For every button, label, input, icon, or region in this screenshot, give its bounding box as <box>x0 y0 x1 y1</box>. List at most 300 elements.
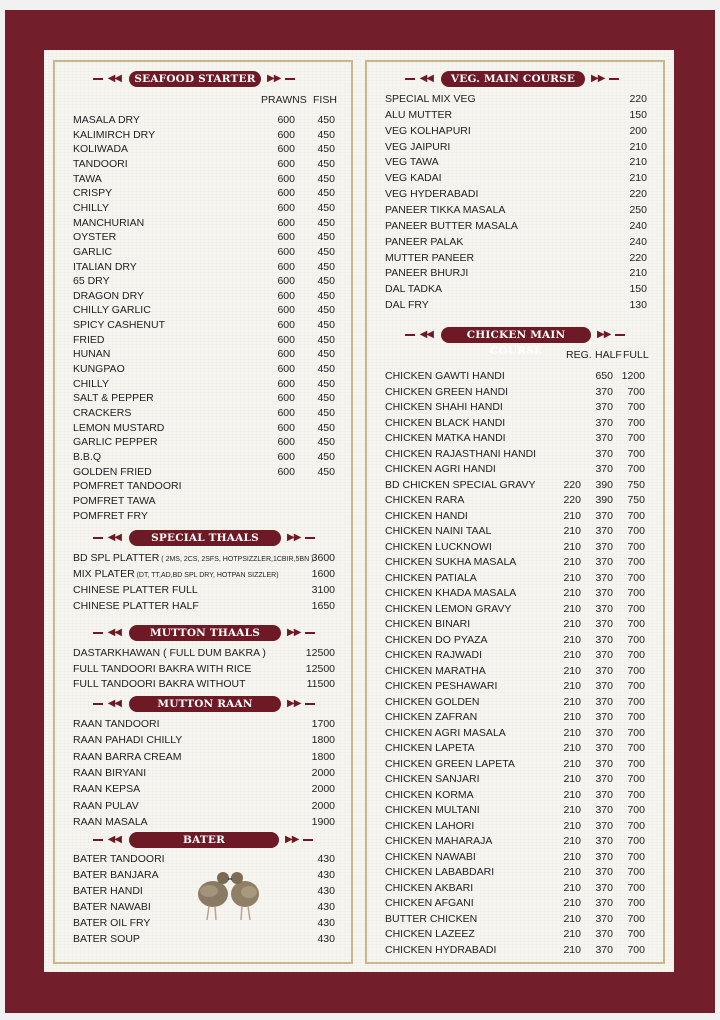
seafood-row <box>73 142 345 156</box>
item-price: 370 <box>595 540 613 553</box>
item-price: 210 <box>563 850 581 863</box>
seafood-row <box>73 377 345 391</box>
item-name: CHICKEN PATIALA <box>385 571 477 584</box>
item-name: CHICKEN KORMA <box>385 788 474 801</box>
item-price: 370 <box>595 757 613 770</box>
item-price: 240 <box>629 219 647 232</box>
veg-row <box>385 155 657 169</box>
item-name: SPECIAL MIX VEG <box>385 93 476 105</box>
item-name: DASTARKHAWAN ( FULL DUM BAKRA ) <box>73 647 266 659</box>
item-price: 450 <box>317 348 335 361</box>
item-name: CHILLY <box>73 377 109 390</box>
chicken-row <box>385 695 657 709</box>
veg-row <box>385 282 657 296</box>
item-price: 700 <box>627 618 645 630</box>
item-price: 220 <box>629 188 647 201</box>
item-price: 700 <box>627 664 645 677</box>
seafood-row <box>73 333 345 347</box>
item-price: 370 <box>595 897 613 909</box>
ornament-right-icon: ▶▶ <box>267 73 295 85</box>
item-price: 600 <box>277 436 295 449</box>
item-name: POMFRET TAWA <box>73 494 156 507</box>
item-price: 1200 <box>621 370 645 382</box>
item-name: CHICKEN LABABDARI <box>385 866 495 878</box>
item-name: CHICKEN LAPETA <box>385 742 475 754</box>
veg-row <box>385 187 657 201</box>
item-name: GARLIC <box>73 245 113 258</box>
item-price: 700 <box>627 726 645 739</box>
item-name: CHILLY GARLIC <box>73 304 151 317</box>
item-price: 390 <box>595 494 613 506</box>
item-price: 390 <box>595 478 613 491</box>
item-name: BD CHICKEN SPECIAL GRAVY <box>385 478 536 491</box>
special-thaal-row <box>73 583 345 597</box>
chicken-row <box>385 850 657 864</box>
col-header-fish: FISH <box>313 94 337 106</box>
item-price: 700 <box>627 649 645 661</box>
ornament-left-icon: ◀◀ <box>93 532 121 544</box>
item-price: 2000 <box>311 799 335 812</box>
item-price: 210 <box>629 140 647 153</box>
chicken-row <box>385 369 657 383</box>
item-name: VEG KOLHAPURI <box>385 124 471 137</box>
seafood-row <box>73 274 345 288</box>
item-name: BATER SOUP <box>73 933 140 945</box>
seafood-row <box>73 318 345 332</box>
special-thaal-row <box>73 551 345 565</box>
item-name: CHICKEN SANJARI <box>385 773 480 785</box>
item-price: 600 <box>277 407 295 419</box>
item-price: 370 <box>595 525 613 537</box>
mutton-raan-row <box>73 717 345 731</box>
item-price: 210 <box>563 788 581 801</box>
item-name: MANCHURIAN <box>73 216 145 229</box>
seafood-row <box>73 494 345 508</box>
mutton-thaal-row <box>73 662 345 676</box>
item-price: 600 <box>277 260 295 273</box>
item-name: BATER HANDI <box>73 885 143 897</box>
ornament-left-icon: ◀◀ <box>93 73 121 85</box>
chicken-row <box>385 586 657 600</box>
item-price: 450 <box>317 128 335 141</box>
item-price: 1900 <box>311 815 335 828</box>
item-price: 370 <box>595 618 613 630</box>
item-price: 600 <box>277 333 295 346</box>
item-price: 210 <box>563 633 581 646</box>
chicken-row <box>385 788 657 802</box>
item-price: 430 <box>317 885 335 897</box>
seafood-row <box>73 435 345 449</box>
item-name: RAAN MASALA <box>73 815 148 828</box>
seafood-row <box>73 186 345 200</box>
item-price: 210 <box>563 912 581 925</box>
chicken-row <box>385 462 657 476</box>
chicken-row <box>385 602 657 616</box>
item-price: 700 <box>627 447 645 460</box>
item-price: 700 <box>627 757 645 770</box>
veg-main-course-heading <box>367 71 663 87</box>
item-price: 600 <box>277 289 295 302</box>
item-price: 450 <box>317 465 335 478</box>
mutton-raan-row <box>73 782 345 796</box>
item-name: GOLDEN FRIED <box>73 465 152 478</box>
item-name: CHICKEN MULTANI <box>385 804 480 816</box>
chicken-row <box>385 803 657 817</box>
item-name: CHICKEN LAHORI <box>385 819 475 832</box>
item-name: SALT & PEPPER <box>73 392 154 405</box>
chicken-row <box>385 865 657 879</box>
chicken-row <box>385 400 657 414</box>
item-price: 370 <box>595 401 613 413</box>
item-name: FRIED <box>73 333 105 346</box>
veg-row <box>385 92 657 106</box>
item-name: CRISPY <box>73 187 113 200</box>
chicken-row <box>385 385 657 399</box>
item-name: CHICKEN KHADA MASALA <box>385 587 517 599</box>
item-price: 600 <box>277 377 295 390</box>
chicken-row <box>385 834 657 848</box>
item-price: 450 <box>317 289 335 302</box>
chicken-row <box>385 478 657 492</box>
item-price: 210 <box>629 156 647 169</box>
item-name: CHICKEN NAWABI <box>385 850 476 863</box>
bater-row <box>73 932 345 946</box>
item-price: 450 <box>317 275 335 288</box>
item-price: 600 <box>277 172 295 185</box>
item-price: 220 <box>629 251 647 264</box>
item-price: 450 <box>317 450 335 463</box>
chicken-row <box>385 431 657 445</box>
item-price: 600 <box>277 363 295 376</box>
item-price: 370 <box>595 726 613 739</box>
item-name: CHICKEN GREEN HANDI <box>385 385 509 398</box>
chicken-row <box>385 493 657 507</box>
ornament-left-icon: ◀◀ <box>405 73 433 85</box>
item-price: 700 <box>627 928 645 940</box>
item-name: BATER BANJARA <box>73 869 159 881</box>
item-price: 210 <box>563 664 581 677</box>
item-price: 210 <box>563 602 581 615</box>
item-name: MASALA DRY <box>73 114 140 126</box>
chicken-row <box>385 943 657 957</box>
item-price: 700 <box>627 540 645 553</box>
seafood-row <box>73 289 345 303</box>
mutton-raan-row <box>73 766 345 780</box>
item-price: 370 <box>595 447 613 460</box>
item-price: 450 <box>317 216 335 229</box>
item-price: 370 <box>595 943 613 956</box>
chicken-row <box>385 757 657 771</box>
seafood-row <box>73 347 345 361</box>
veg-row <box>385 219 657 233</box>
veg-row <box>385 235 657 249</box>
item-price: 600 <box>277 128 295 141</box>
item-price: 430 <box>317 853 335 865</box>
item-name: FULL TANDOORI BAKRA WITHOUT <box>73 678 246 690</box>
item-price: 450 <box>317 421 335 434</box>
chicken-row <box>385 648 657 662</box>
item-price: 700 <box>627 711 645 723</box>
item-name: CHICKEN HYDRABADI <box>385 943 497 956</box>
item-name: CHICKEN AFGANI <box>385 897 474 909</box>
item-name: BUTTER CHICKEN <box>385 912 478 925</box>
item-name: CHICKEN BINARI <box>385 618 471 630</box>
col-header-full: FULL <box>623 349 649 361</box>
item-name: KALIMIRCH DRY <box>73 128 156 141</box>
item-name: CHICKEN RARA <box>385 494 465 506</box>
item-name: CHICKEN LUCKNOWI <box>385 540 492 553</box>
item-name: CHICKEN BLACK HANDI <box>385 416 506 429</box>
item-price: 1800 <box>311 734 335 747</box>
item-price: 700 <box>627 602 645 615</box>
item-name: CHICKEN MARATHA <box>385 664 486 677</box>
seafood-row <box>73 230 345 244</box>
item-price: 700 <box>627 943 645 956</box>
item-price: 370 <box>595 571 613 584</box>
chicken-row <box>385 912 657 926</box>
ornament-left-icon: ◀◀ <box>93 627 121 639</box>
item-price: 1700 <box>311 718 335 730</box>
item-name: SPICY CASHENUT <box>73 319 165 332</box>
item-name: DAL FRY <box>385 299 429 312</box>
item-name: 65 DRY <box>73 275 110 288</box>
quail-birds-icon <box>193 864 265 922</box>
item-price: 370 <box>595 788 613 801</box>
item-price: 700 <box>627 401 645 413</box>
item-price: 700 <box>627 633 645 646</box>
item-price: 370 <box>595 385 613 398</box>
item-name: MIX PLATER (DT, TT,AD,BD SPL DRY, HOTPAN SIZZLER) <box>73 568 279 580</box>
item-name: CHICKEN GREEN LAPETA <box>385 757 515 770</box>
item-name: OYSTER <box>73 231 117 244</box>
item-price: 370 <box>595 695 613 708</box>
seafood-row <box>73 406 345 420</box>
veg-row <box>385 171 657 185</box>
item-price: 600 <box>277 245 295 258</box>
item-price: 370 <box>595 850 613 863</box>
chicken-row <box>385 571 657 585</box>
item-price: 600 <box>277 348 295 361</box>
chicken-row <box>385 772 657 786</box>
item-name: TAWA <box>73 172 102 185</box>
item-price: 600 <box>277 450 295 463</box>
item-price: 600 <box>277 231 295 244</box>
special-thaal-row <box>73 599 345 613</box>
item-price: 210 <box>563 587 581 599</box>
item-name: RAAN BARRA CREAM <box>73 750 182 763</box>
item-price: 370 <box>595 804 613 816</box>
seafood-row <box>73 421 345 435</box>
item-price: 700 <box>627 571 645 584</box>
item-price: 210 <box>563 835 581 847</box>
chicken-row <box>385 555 657 569</box>
ornament-left-icon: ◀◀ <box>93 698 121 710</box>
item-name: VEG KADAI <box>385 172 442 185</box>
item-name: BATER NAWABI <box>73 901 151 913</box>
item-price: 430 <box>317 869 335 881</box>
item-price: 1650 <box>311 600 335 612</box>
item-name: LEMON MUSTARD <box>73 421 165 434</box>
item-price: 370 <box>595 649 613 661</box>
item-price: 750 <box>627 478 645 491</box>
ornament-left-icon: ◀◀ <box>405 329 433 341</box>
item-price: 700 <box>627 463 645 475</box>
chicken-main-course-title: CHICKEN MAIN COURSE <box>441 327 591 343</box>
left-column <box>53 60 353 964</box>
chicken-row <box>385 896 657 910</box>
item-price: 600 <box>277 216 295 229</box>
item-price: 3600 <box>311 552 335 564</box>
item-price: 370 <box>595 664 613 677</box>
item-price: 220 <box>563 478 581 491</box>
item-name: RAAN BIRYANI <box>73 766 147 779</box>
item-price: 700 <box>627 897 645 909</box>
item-price: 210 <box>629 267 647 280</box>
item-note: ( 2MS, 2CS, 2SFS, HOTPSIZZLER,1CBIR,5BN ) <box>159 556 314 563</box>
mutton-raan-row <box>73 815 345 829</box>
item-price: 12500 <box>305 662 335 675</box>
item-price: 700 <box>627 556 645 568</box>
item-price: 210 <box>563 525 581 537</box>
veg-row <box>385 203 657 217</box>
item-price: 700 <box>627 773 645 785</box>
ornament-right-icon: ▶▶ <box>287 532 315 544</box>
item-name: PANEER BUTTER MASALA <box>385 219 518 232</box>
seafood-row <box>73 260 345 274</box>
chicken-row <box>385 416 657 430</box>
item-note: (DT, TT,AD,BD SPL DRY, HOTPAN SIZZLER) <box>134 572 279 579</box>
item-price: 210 <box>563 711 581 723</box>
item-name: CHICKEN DO PYAZA <box>385 633 488 646</box>
item-price: 600 <box>277 421 295 434</box>
chicken-row <box>385 664 657 678</box>
seafood-row <box>73 172 345 186</box>
item-price: 220 <box>563 494 581 506</box>
item-name: CHILLY <box>73 201 109 214</box>
item-price: 210 <box>563 695 581 708</box>
veg-row <box>385 266 657 280</box>
item-price: 700 <box>627 742 645 754</box>
item-name: MUTTER PANEER <box>385 251 475 264</box>
item-price: 210 <box>563 649 581 661</box>
right-column <box>365 60 665 964</box>
seafood-starter-heading <box>55 71 351 87</box>
item-price: 210 <box>563 540 581 553</box>
col-header-half: HALF <box>595 349 622 361</box>
chicken-row <box>385 509 657 523</box>
item-price: 700 <box>627 850 645 863</box>
item-price: 700 <box>627 866 645 878</box>
item-price: 700 <box>627 835 645 847</box>
item-name: POMFRET TANDOORI <box>73 480 182 493</box>
item-name: TANDOORI <box>73 157 128 170</box>
item-price: 370 <box>595 509 613 522</box>
item-price: 450 <box>317 245 335 258</box>
special-thaals-heading <box>55 530 351 546</box>
item-name: VEG TAWA <box>385 156 439 169</box>
seafood-row <box>73 479 345 493</box>
item-name: CRACKERS <box>73 407 132 419</box>
mutton-thaals-heading <box>55 625 351 641</box>
item-price: 700 <box>627 416 645 429</box>
item-price: 450 <box>317 187 335 200</box>
item-price: 370 <box>595 742 613 754</box>
item-price: 450 <box>317 392 335 405</box>
ornament-right-icon: ▶▶ <box>287 627 315 639</box>
chicken-row <box>385 617 657 631</box>
chicken-row <box>385 710 657 724</box>
item-price: 370 <box>595 680 613 692</box>
item-name: CHICKEN AKBARI <box>385 881 474 894</box>
ornament-right-icon: ▶▶ <box>591 73 619 85</box>
item-name: BATER OIL FRY <box>73 917 151 929</box>
item-price: 600 <box>277 392 295 405</box>
item-price: 210 <box>563 773 581 785</box>
item-price: 450 <box>317 172 335 185</box>
item-price: 370 <box>595 587 613 599</box>
item-name: RAAN KEPSA <box>73 783 141 796</box>
item-name: POMFRET FRY <box>73 509 148 522</box>
item-name: RAAN TANDOORI <box>73 718 160 730</box>
item-price: 3100 <box>311 584 335 596</box>
item-price: 450 <box>317 260 335 273</box>
item-price: 600 <box>277 304 295 317</box>
item-price: 210 <box>629 172 647 185</box>
item-price: 370 <box>595 711 613 723</box>
mutton-raan-row <box>73 799 345 813</box>
item-price: 700 <box>627 680 645 692</box>
item-name: BATER TANDOORI <box>73 853 165 865</box>
veg-row <box>385 298 657 312</box>
item-price: 210 <box>563 680 581 692</box>
seafood-row <box>73 465 345 479</box>
mutton-thaal-row <box>73 646 345 660</box>
item-price: 210 <box>563 726 581 739</box>
item-price: 150 <box>629 283 647 296</box>
col-header-prawns: PRAWNS <box>261 94 307 106</box>
item-price: 370 <box>595 928 613 940</box>
item-price: 370 <box>595 866 613 878</box>
item-name: CHICKEN HANDI <box>385 509 468 522</box>
item-name: CHICKEN GAWTI HANDI <box>385 370 505 382</box>
item-price: 700 <box>627 695 645 708</box>
item-price: 450 <box>317 377 335 390</box>
item-price: 210 <box>563 556 581 568</box>
item-price: 700 <box>627 385 645 398</box>
item-price: 370 <box>595 432 613 444</box>
item-price: 700 <box>627 587 645 599</box>
item-price: 430 <box>317 917 335 929</box>
item-name: CHICKEN LAZEEZ <box>385 928 475 940</box>
item-name: CHICKEN LEMON GRAVY <box>385 602 512 615</box>
item-price: 370 <box>595 881 613 894</box>
item-name: BD SPL PLATTER ( 2MS, 2CS, 2SFS, HOTPSIZZLER,1CBIR,5BN ) <box>73 552 314 564</box>
item-price: 2000 <box>311 783 335 796</box>
item-name: ITALIAN DRY <box>73 260 137 273</box>
item-price: 600 <box>277 187 295 200</box>
item-price: 200 <box>629 124 647 137</box>
item-price: 600 <box>277 275 295 288</box>
item-name: RAAN PULAV <box>73 799 139 812</box>
item-price: 600 <box>277 319 295 332</box>
item-price: 450 <box>317 304 335 317</box>
item-name: CHICKEN PESHAWARI <box>385 680 498 692</box>
item-price: 600 <box>277 114 295 126</box>
item-name: KUNGPAO <box>73 363 125 376</box>
veg-row <box>385 124 657 138</box>
item-price: 210 <box>563 571 581 584</box>
chicken-row <box>385 447 657 461</box>
